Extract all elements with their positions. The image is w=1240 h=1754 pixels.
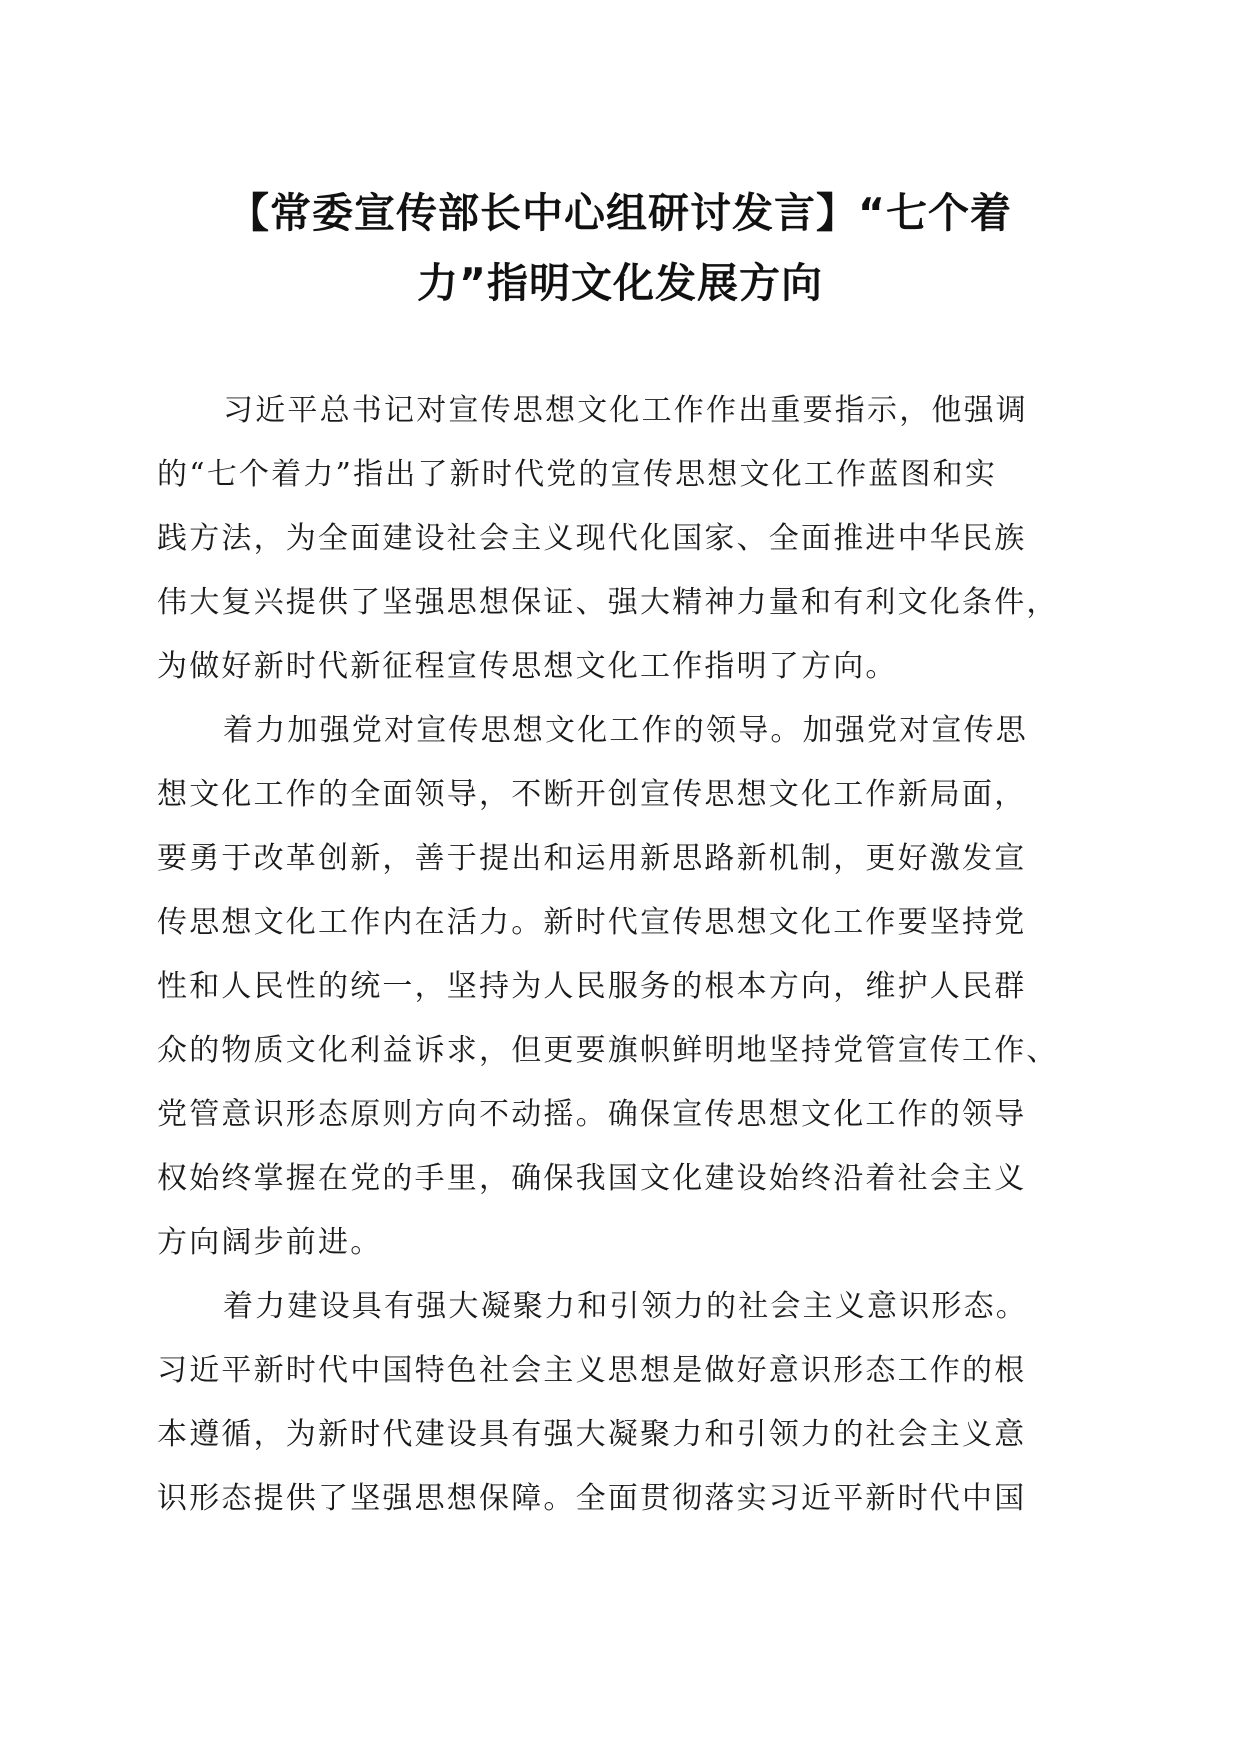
text-line: 想文化工作的全面领导，不断开创宣传思想文化工作新局面， <box>157 777 1027 812</box>
title-line: 力”指明文化发展方向 <box>417 259 823 307</box>
text-line: 伟大复兴提供了坚强思想保证、强大精神力量和有利文化条件， <box>157 585 1059 620</box>
text-line: 党管意识形态原则方向不动摇。确保宣传思想文化工作的领导 <box>157 1097 1027 1132</box>
paragraph-2 <box>157 699 1097 1275</box>
text-line: 性和人民性的统一，坚持为人民服务的根本方向，维护人民群 <box>157 969 1027 1004</box>
text-line: 践方法，为全面建设社会主义现代化国家、全面推进中华民族 <box>157 521 1027 556</box>
text-line: 习近平总书记对宣传思想文化工作作出重要指示，他强调 <box>223 393 1028 428</box>
title-line: 【常委宣传部长中心组研讨发言】“七个着 <box>228 189 1012 237</box>
paragraph-3 <box>157 1275 1097 1531</box>
paragraph-1 <box>157 379 1097 699</box>
text-line: 权始终掌握在党的手里，确保我国文化建设始终沿着社会主义 <box>157 1161 1027 1196</box>
text-line: 的“七个着力”指出了新时代党的宣传思想文化工作蓝图和实 <box>157 457 998 492</box>
text-line: 着力加强党对宣传思想文化工作的领导。加强党对宣传思 <box>223 713 1028 748</box>
text-line: 为做好新时代新征程宣传思想文化工作指明了方向。 <box>157 649 898 684</box>
document-title <box>150 178 1090 318</box>
text-line: 要勇于改革创新，善于提出和运用新思路新机制，更好激发宣 <box>157 841 1027 876</box>
text-line: 方向阔步前进。 <box>157 1225 383 1260</box>
text-line: 习近平新时代中国特色社会主义思想是做好意识形态工作的根 <box>157 1353 1027 1388</box>
text-line: 识形态提供了坚强思想保障。全面贯彻落实习近平新时代中国 <box>157 1481 1027 1516</box>
text-line: 传思想文化工作内在活力。新时代宣传思想文化工作要坚持党 <box>157 905 1027 940</box>
document-body <box>157 379 1097 1531</box>
text-line: 众的物质文化利益诉求，但更要旗帜鲜明地坚持党管宣传工作、 <box>157 1033 1059 1068</box>
text-line: 本遵循，为新时代建设具有强大凝聚力和引领力的社会主义意 <box>157 1417 1027 1452</box>
text-line: 着力建设具有强大凝聚力和引领力的社会主义意识形态。 <box>223 1289 1028 1324</box>
